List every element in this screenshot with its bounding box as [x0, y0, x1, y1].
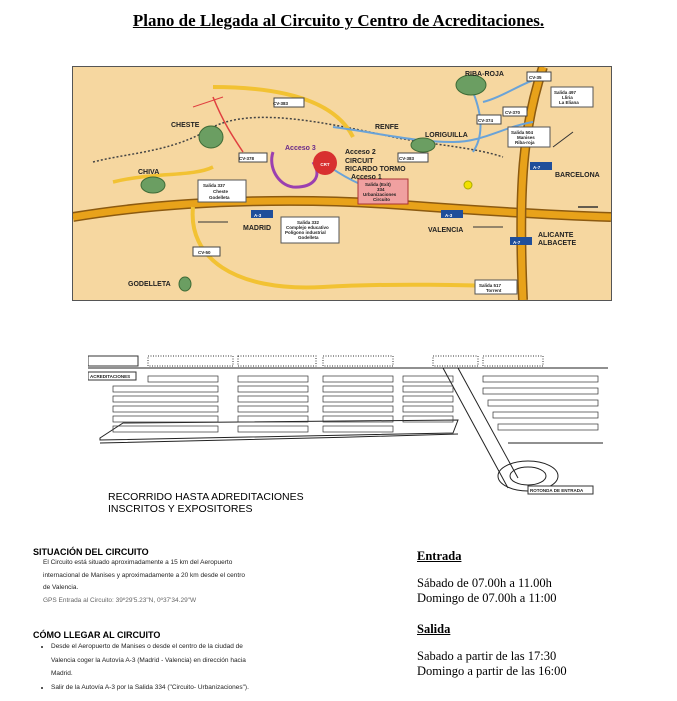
- plan-caption: [108, 491, 304, 515]
- exit-332-line4: Godelleta: [298, 235, 319, 240]
- parking-plan: [88, 348, 608, 508]
- exit-337-line3: Godelleta: [209, 195, 230, 200]
- map-label-renfe: RENFE: [375, 124, 399, 131]
- exit-504-line2: Manises: [517, 135, 535, 140]
- map-label-chiva: CHIVA: [138, 169, 160, 176]
- gps-coordinates: GPS Entrada al Circuito: 39º29'5.23"N, 0º37'34.29"W: [43, 596, 197, 604]
- situacion-section: [33, 547, 245, 607]
- exit-517-line1: Salida 517: [479, 283, 502, 288]
- map-label-alicante: ALICANTE: [538, 232, 574, 239]
- parking-plan-drawing: [88, 348, 608, 508]
- map-label-albacete: ALBACETE: [538, 240, 577, 247]
- exit-332-line1: Salida 332: [297, 220, 320, 225]
- exit-337-line1: Salida 337: [203, 183, 226, 188]
- map-access-2: Acceso 2: [345, 149, 376, 156]
- salida-section: [417, 622, 567, 679]
- exit-334-line1: Salida (Exit): [365, 182, 391, 187]
- map-road-cv383-top: CV-383: [273, 101, 289, 106]
- situacion-line-1: El Circuito está situado aproximadamente a 15 km del Aeropuerto: [43, 559, 233, 566]
- caption-line-2: INSCRITOS Y EXPOSITORES: [108, 503, 253, 515]
- map-road-cv35: CV-35: [529, 75, 542, 80]
- map-access-1: Acceso 1: [351, 174, 382, 181]
- map-road-cv383-mid: CV-383: [399, 156, 415, 161]
- map-road-a3-left: A-3: [254, 213, 262, 218]
- entrada-domingo: Domingo de 07.00h a 11:00: [417, 591, 557, 605]
- salida-domingo: Domingo a partir de las 16:00: [417, 664, 567, 678]
- svg-text:CRT: CRT: [320, 162, 330, 167]
- map-label-loriguilla: LORIGUILLA: [425, 132, 468, 139]
- situacion-heading: SITUACIÓN DEL CIRCUITO: [33, 547, 149, 557]
- route-map: [72, 66, 612, 301]
- salida-heading: Salida: [417, 622, 451, 636]
- map-road-cv370: CV-370: [505, 110, 521, 115]
- route-map-drawing: [73, 67, 611, 300]
- exit-504-line3: Riba-roja: [515, 140, 535, 145]
- map-road-a7-top: A-7: [533, 165, 541, 170]
- map-road-cv50: CV-50: [198, 250, 211, 255]
- entrada-sabado: Sábado de 07.00h a 11.00h: [417, 576, 552, 590]
- como-llegar-bullet-1: [51, 640, 249, 681]
- bullet1-line-1: Desde el Aeropuerto de Manises o desde el centro de la ciudad de: [51, 643, 243, 650]
- exit-332-line3: Polígono industrial: [285, 230, 326, 235]
- page-title: Plano de Llegada al Circuito y Centro de Acreditaciones.: [132, 11, 545, 30]
- map-label-riba-roja: RIBA-ROJA: [465, 71, 504, 78]
- map-road-cv374: CV-374: [478, 118, 494, 123]
- situacion-line-3: de Valencia.: [43, 584, 79, 591]
- map-road-a3-right: A-3: [445, 213, 453, 218]
- plan-rotonda: ROTONDA DE ENTRADA: [530, 488, 584, 493]
- map-road-a7-bottom: A-7: [513, 240, 521, 245]
- map-road-cv378: CV-378: [239, 156, 255, 161]
- bullet1-line-3: Madrid.: [51, 670, 73, 677]
- exit-497-line1: Salida 497: [554, 90, 577, 95]
- como-llegar-bullet-2: • Salir de la Autovía A-3 por la Salida 334 ("Circuito- Urbanizaciones").: [51, 681, 249, 695]
- exit-334-line2: 334: [377, 187, 385, 192]
- exit-332-line2: Complejo educativo: [286, 225, 329, 230]
- plan-acreditaciones: ACREDITACIONES: [90, 374, 131, 379]
- exit-497-line2: Lliria: [562, 95, 573, 100]
- caption-line-1: RECORRIDO HASTA ADREDITACIONES: [108, 491, 304, 503]
- exit-517-line2: Torrent: [486, 288, 502, 293]
- exit-497-line3: La Eliana: [559, 100, 579, 105]
- situacion-line-2: internacional de Manises y aproximadamente a 20 km desde el centro: [43, 571, 245, 579]
- exit-504-line1: Salida 504: [511, 130, 534, 135]
- salida-sabado: Sabado a partir de las 17:30: [417, 649, 557, 663]
- map-label-cheste: CHESTE: [171, 122, 200, 129]
- map-label-valencia: VALENCIA: [428, 227, 464, 234]
- map-circuit-line2: RICARDO TORMO: [345, 166, 406, 173]
- exit-337-line2: Cheste: [213, 189, 229, 194]
- map-circuit-line1: CIRCUIT: [345, 158, 374, 165]
- como-llegar-section: [33, 630, 249, 694]
- exit-334-line4: Circuito: [373, 197, 391, 202]
- map-label-madrid: MADRID: [243, 225, 271, 232]
- como-llegar-heading: CÓMO LLEGAR AL CIRCUITO: [33, 630, 161, 640]
- map-label-barcelona: BARCELONA: [555, 172, 600, 179]
- map-access-3: Acceso 3: [285, 145, 316, 152]
- entrada-section: [417, 549, 556, 606]
- exit-334-line3: Urbanizaciones: [363, 192, 397, 197]
- bullet1-line-2: Valencia coger la Autovía A-3 (Madrid - Valencia) en dirección hacia: [51, 656, 246, 664]
- map-label-godelleta: GODELLETA: [128, 281, 171, 288]
- entrada-heading: Entrada: [417, 549, 462, 563]
